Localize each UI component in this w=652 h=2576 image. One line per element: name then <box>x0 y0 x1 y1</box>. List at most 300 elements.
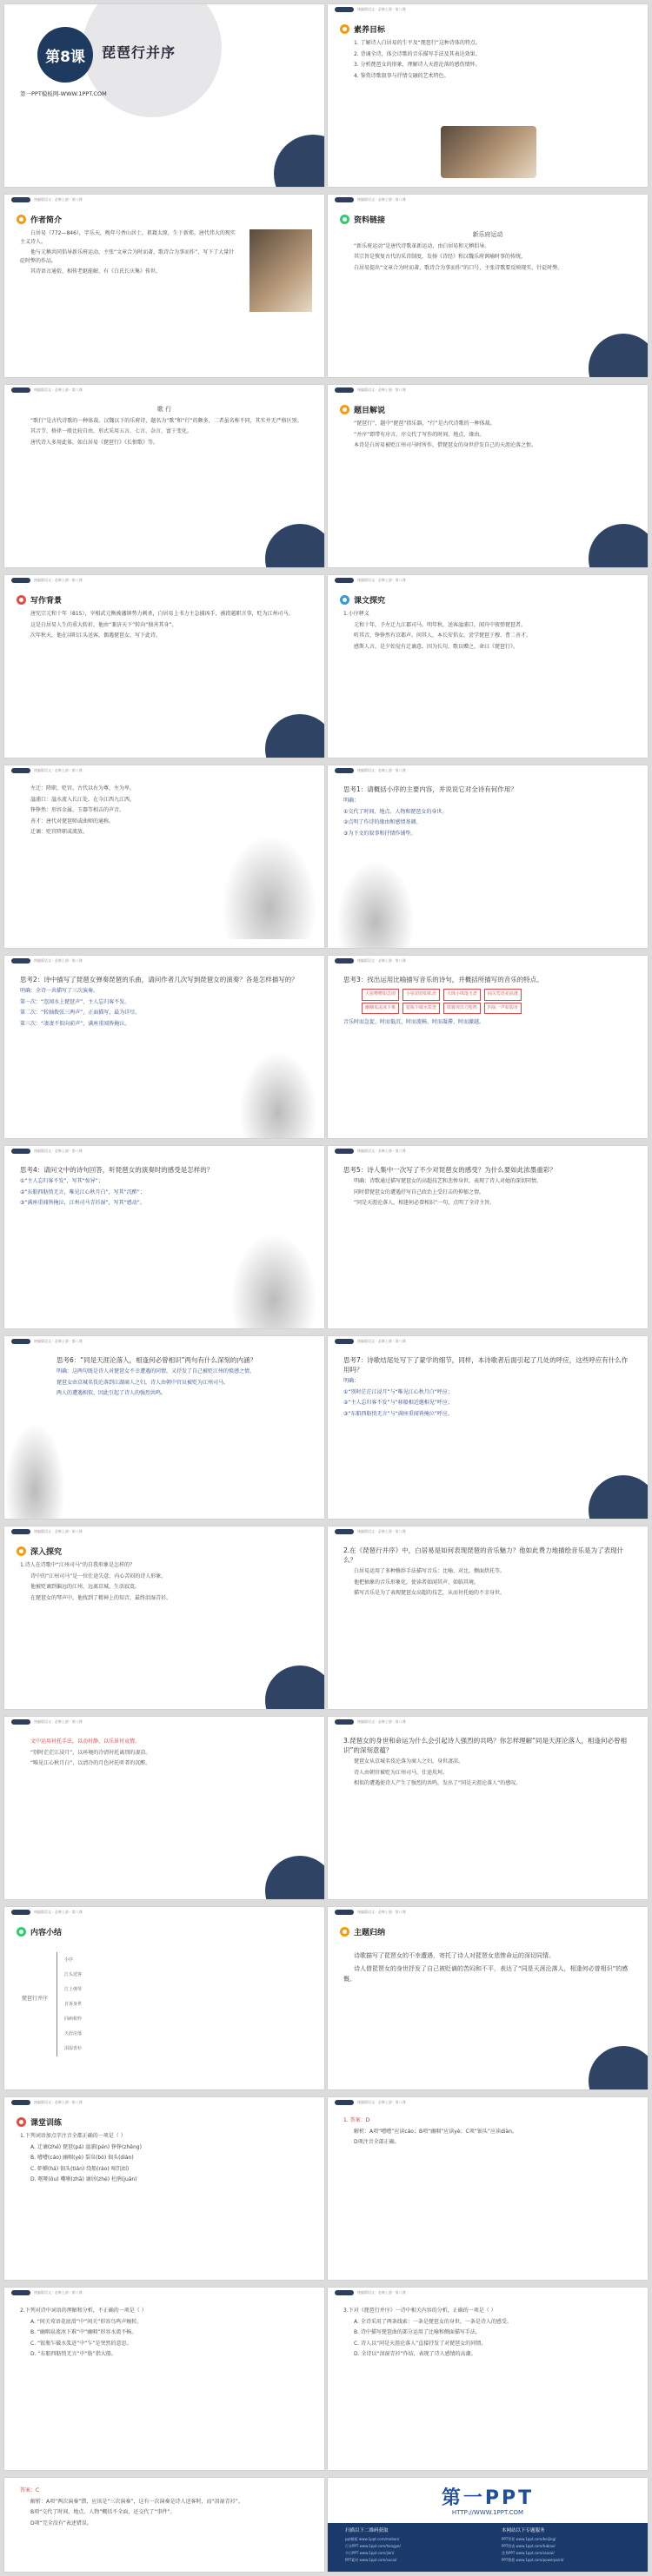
tree-node: 江头送客 <box>64 1972 83 1977</box>
question-text: 3.琵琶女的身世和命运为什么会引起诗人强烈的共鸣？你怎样理解“同是天涯沦落人，相逢何必曾相识”的深刻意蕴？ <box>343 1737 628 1754</box>
slide-topbar <box>4 385 324 395</box>
brand-panel <box>328 2523 648 2572</box>
brand-link[interactable]: 优秀PPT www.1ppt.com/xiazai/ <box>502 2551 555 2555</box>
slide-body <box>20 406 309 449</box>
slide-brand[interactable] <box>328 2478 648 2572</box>
tree-node: 泪湿青衫 <box>64 2046 83 2051</box>
topbar-pill <box>11 387 30 393</box>
text-line: “琵琶行”，题中“琵琶”指乐器，“行”是古代诗歌的一种体裁。 <box>354 421 496 427</box>
lesson-badge: 第8课 <box>37 27 93 83</box>
breadcrumb: 统编版语文 · 必修上册 · 第八课 <box>34 1339 83 1343</box>
text-line: 感斯人言，是夕始觉有迁谪意。因为长句，歌以赠之，命曰《琵琶行》。 <box>354 643 519 650</box>
tree-node: 自诉身世 <box>64 2002 83 2007</box>
ink-lotus-image <box>4 1423 65 1519</box>
answer-line: ③“满座重闻皆掩泣，江州司马青衫湿”，写其“感动”。 <box>20 1200 145 1206</box>
text-line: 诗人借琵琶女的身世抒发了自己被贬谪的苦闷和不平，表达了“同是天涯沦落人，相逢何必曾相识”的感慨。 <box>343 1965 629 1983</box>
breadcrumb: 统编版语文 · 必修上册 · 第八课 <box>34 958 83 963</box>
slide-topbar <box>4 575 324 586</box>
tree-node: 天涯沦落 <box>64 2031 83 2036</box>
topbar-pill <box>335 1719 354 1725</box>
breadcrumb: 统编版语文 · 必修上册 · 第八课 <box>357 1339 406 1343</box>
metaphor-chip: 四弦一声如裂帛 <box>484 1003 522 1015</box>
text-line: 这是白居易人生的重大转折，他由“兼济天下”转向“独善其身”。 <box>30 621 177 628</box>
tree-node: 同病相怜 <box>64 2016 83 2022</box>
text-line: 相似的遭遇使诗人产生了强烈的共鸣，发出了“同是天涯沦落人”的感叹。 <box>354 1780 522 1786</box>
slide-topbar <box>328 956 648 966</box>
topbar-pill <box>11 1529 30 1534</box>
slide-heading <box>17 1544 62 1558</box>
text-line: 4. 鉴赏诗歌叙事与抒情交融的艺术特色。 <box>354 72 449 79</box>
breadcrumb: 统编版语文 · 必修上册 · 第八课 <box>357 1910 406 1914</box>
slide-objectives[interactable] <box>328 4 648 187</box>
breadcrumb: 统编版语文 · 必修上册 · 第八课 <box>34 1149 83 1153</box>
list-icon <box>17 1927 26 1937</box>
slide-body <box>20 1165 309 1210</box>
topbar-pill <box>11 197 30 202</box>
slide-topbar <box>328 1717 648 1727</box>
metaphor-chip: 铁骑突出刀枪鸣 <box>443 1003 481 1015</box>
slide-title: 写作背景 <box>30 596 63 606</box>
answer-line: ③为下文的叙事和抒情作铺垫。 <box>343 830 416 837</box>
breadcrumb: 统编版语文 · 必修上册 · 第八课 <box>34 1719 83 1724</box>
metaphor-chip: 大珠小珠落玉盘 <box>443 989 481 1001</box>
topbar-pill <box>335 768 354 773</box>
brand-url[interactable]: HTTP://WWW.1PPT.COM <box>451 2509 524 2516</box>
topbar-pill <box>11 578 30 583</box>
answer-line: 明确： <box>343 1378 360 1384</box>
slide-deep-study-2[interactable] <box>328 1526 648 1709</box>
answer-line: ②“东船西舫悄无言，唯见江心秋月白”，写其“沉醉”； <box>20 1189 145 1195</box>
slide-topbar <box>4 1907 324 1917</box>
topbar-pill <box>335 2290 354 2295</box>
link-icon <box>340 215 349 224</box>
text-line: 迁谪：贬官降职或流放。 <box>30 829 89 835</box>
answer-line: 明确： <box>343 798 360 804</box>
slide-title: 题目解说 <box>354 406 386 415</box>
slide-question-3[interactable] <box>328 956 648 1138</box>
slide-background-link[interactable] <box>328 195 648 377</box>
text-line: 明确：诗歌通过描写琵琶女的高超技艺和悲惨身世，表现了诗人对她的深切同情。 <box>354 1178 542 1184</box>
brand-col-left: 扫描以下二维码获取 <box>345 2528 389 2533</box>
slide-body <box>343 2116 632 2149</box>
subheading: 新乐府运动 <box>472 231 503 238</box>
question-text: 2.在《琵琶行并序》中，白居易是如何表现琵琶的音乐魅力？他如此费力地描绘音乐是为了表现什么？ <box>343 1546 624 1564</box>
option-line[interactable]: C. “银瓶乍破水浆迸”中“乍”是突然的意思。 <box>30 2340 132 2347</box>
navy-circle-decoration <box>265 1856 324 1899</box>
text-line: 其宗旨是恢复古代的采诗制度，发扬《诗经》和汉魏乐府讽喻时事的传统。 <box>354 254 527 260</box>
answer-label: 答案：C <box>20 2487 40 2493</box>
answer-line: 第三次：“凄凄不似向前声”，满座重闻皆掩泣。 <box>20 1020 130 1027</box>
metaphor-chip: 银瓶乍破水浆迸 <box>403 1003 440 1015</box>
question-text: 思考2：诗中描写了琵琶女弹奏琵琶的乐曲，请问作者几次写到琵琶女的演奏？各是怎样描写的？ <box>20 976 298 983</box>
ink-lotus-image <box>222 835 317 939</box>
option-line[interactable]: D. “东船西舫悄无言”中“舫”指大船。 <box>30 2351 116 2357</box>
slide-topbar <box>328 2288 648 2298</box>
slide-topbar <box>328 765 648 776</box>
slide-question-5[interactable] <box>328 1146 648 1328</box>
tree-node: 江上弹琴 <box>64 1987 83 1992</box>
answer-line: 第二次：“转轴拨弦三两声”，正面描写，最为详尽。 <box>20 1010 141 1016</box>
text-line: 白居易运用了多种修辞手法描写音乐：比喻、对比、侧面烘托等。 <box>354 1568 506 1574</box>
text-line: 铮铮然：形容金属、玉器等相击的声音。 <box>30 807 125 813</box>
brand-logo: 第一PPT <box>441 2487 535 2509</box>
breadcrumb: 统编版语文 · 必修上册 · 第八课 <box>34 197 83 202</box>
metaphor-chip: 小弦切切如私语 <box>403 989 440 1001</box>
text-line: 琵琶女从京城名伎沦落为商人之妇，身世凄凉。 <box>354 1758 464 1765</box>
breadcrumb: 统编版语文 · 必修上册 · 第八课 <box>357 1529 406 1533</box>
slide-gexing[interactable] <box>4 385 324 567</box>
slide-body <box>20 2307 309 2361</box>
slide-title: 深入探究 <box>30 1547 63 1557</box>
topbar-pill <box>11 768 30 773</box>
slide-topbar <box>328 195 648 205</box>
metaphor-chip: 幽咽泉流冰下难 <box>362 1003 399 1015</box>
text-line: 次年秋天，他在浔阳江头送客，偶遇琵琶女，写下此诗。 <box>30 632 162 639</box>
breadcrumb: 统编版语文 · 必修上册 · 第八课 <box>34 768 83 772</box>
slide-body <box>343 1546 632 1600</box>
slide-heading <box>340 593 385 606</box>
answer-line: 明确：这两句既是诗人对琵琶女不幸遭遇的同情，又抒发了自己被贬江州的愤懑之情。 <box>57 1368 256 1374</box>
brand-link[interactable]: PPT教程 www.1ppt.com/powerpoint/ <box>502 2558 564 2562</box>
navy-circle-decoration <box>265 1665 324 1709</box>
breadcrumb: 统编版语文 · 必修上册 · 第八课 <box>357 1719 406 1724</box>
topbar-pill <box>335 1149 354 1154</box>
slide-topbar <box>328 1146 648 1156</box>
highlight-line: 文中运用衬托手法，以动衬静、以乐景衬哀情。 <box>30 1738 141 1745</box>
text-line: 描写音乐是为了表现琵琶女高超的技艺，从而衬托她的不幸身世。 <box>354 1590 506 1596</box>
breadcrumb: 统编版语文 · 必修上册 · 第八课 <box>357 958 406 963</box>
search-icon <box>340 595 349 605</box>
cover-slide[interactable] <box>4 4 324 187</box>
slide-exercise-3[interactable] <box>328 2288 648 2470</box>
breadcrumb: 统编版语文 · 必修上册 · 第八课 <box>357 7 406 11</box>
slide-exercise-2[interactable] <box>4 2288 324 2470</box>
text-line: 其音节、格律一般比较自由，形式采用五言、七言、杂言，富于变化。 <box>30 428 193 434</box>
breadcrumb: 统编版语文 · 必修上册 · 第八课 <box>34 578 83 582</box>
question-text: 2.下列对诗中词语的理解和分析，不正确的一项是（ ） <box>20 2308 147 2314</box>
option-line[interactable]: D. 全诗以“泪湿青衫”作结，表现了诗人感情的高潮。 <box>354 2351 476 2357</box>
subheading: 1.小序释义 <box>343 611 369 617</box>
brand-col-right: 本网站以下专题服务 <box>502 2528 545 2533</box>
slide-topbar <box>4 765 324 776</box>
slide-writing-background[interactable] <box>4 575 324 758</box>
slide-title: 素养目标 <box>354 25 386 35</box>
question-text: 思考5：诗人集中一次写了不少对琵琶女的感受？为什么要如此浓墨重彩？ <box>343 1166 556 1174</box>
slide-body <box>20 975 309 1030</box>
topbar-pill <box>335 1339 354 1344</box>
slide-topbar <box>328 1907 648 1917</box>
answer-line: 音乐时而急促、时而低沉、时而流畅、时而凝滞、时而激越。 <box>343 1019 485 1025</box>
slide-topbar <box>4 956 324 966</box>
text-line: 唐代诗人多用此体，如白居易《琵琶行》《长恨歌》等。 <box>30 439 159 446</box>
slide-topbar <box>4 1717 324 1727</box>
ink-lotus-image <box>230 1233 317 1328</box>
slide-body <box>20 1561 309 1605</box>
navy-circle-decoration <box>274 135 324 187</box>
topbar-pill <box>11 2100 30 2105</box>
ink-lotus-image <box>336 861 415 948</box>
slide-topbar <box>4 1146 324 1156</box>
slide-question-7[interactable] <box>328 1336 648 1519</box>
slide-heading <box>340 22 385 36</box>
topbar-pill <box>11 1149 30 1154</box>
text-line: 诗人由朝官被贬为江州司马，仕途坎坷。 <box>354 1769 449 1776</box>
slide-body <box>57 1355 309 1401</box>
pencil-icon <box>17 2117 26 2127</box>
text-line: 解析：A项“两次演奏”错，应该是“三次演奏”，这有一次演奏是诗人送客时，而“泪湿青衫”。 <box>30 2498 243 2505</box>
topbar-pill <box>335 958 354 964</box>
content-tree <box>57 1952 275 2056</box>
topbar-pill <box>11 958 30 964</box>
text-line: “歌行”是古代诗歌的一种体裁。汉魏以下的乐府诗，题名为“歌”和“行”的颇多，二者虽名称不同，其实并无严格区别。 <box>30 417 303 424</box>
slide-title-explain[interactable] <box>328 385 648 567</box>
text-line: 白居易提出“文章合为时而著，歌诗合为事而作”的口号，主张诗歌要反映现实、针砭时弊。 <box>354 264 563 271</box>
brand-link[interactable]: PPT素材 www.1ppt.com/sucai/ <box>345 2558 397 2562</box>
slide-body <box>20 1738 309 1771</box>
slide-contrast-technique[interactable] <box>4 1717 324 1899</box>
option-line[interactable]: A. 迁谪(zhé) 琵琶(pá) 湓浦(pén) 铮铮(zhēng) <box>30 2143 142 2150</box>
topbar-pill <box>335 2100 354 2105</box>
text-line: “新乐府运动”是唐代诗歌革新运动，由白居易和元稹倡导。 <box>354 242 490 249</box>
text-line: 1. 了解诗人白居易的生平及“琵琶行”这种诗体的特点。 <box>354 40 481 46</box>
breadcrumb: 统编版语文 · 必修上册 · 第八课 <box>34 387 83 392</box>
book-icon <box>340 405 349 414</box>
slide-heading <box>17 1924 62 1938</box>
text-line: 元和十年，予左迁九江郡司马。明年秋，送客湓浦口，闻舟中夜弹琵琶者。 <box>354 621 527 628</box>
star-icon <box>340 1927 349 1937</box>
slide-title: 主题归纳 <box>354 1928 386 1937</box>
slide-topbar <box>328 575 648 586</box>
slide-question-2[interactable] <box>4 956 324 1138</box>
text-line: 诗中的“江州司马”是一位仕途失意、内心苦闷的诗人形象。 <box>30 1573 167 1579</box>
text-line: 唐宪宗元和十年（815），宰相武元衡被藩镇势力刺杀，白居易上书力主急捕凶手，被指越职言事，贬为江州司马。 <box>30 611 294 617</box>
answer-line: 第一次：“忽闻水上琵琶声”，主人忘归客不发。 <box>20 998 130 1005</box>
cover-url: 第一PPT模板网-WWW.1PPT.COM <box>20 90 107 97</box>
text-line: 他与元稹共同倡导新乐府运动，主张“文章合为时而著，歌诗合为事而作”，写下了大量针砭时弊的作品。 <box>20 249 235 264</box>
option-line[interactable]: A. 全诗采用了两条线索：一条是琵琶女的身世，一条是诗人的感受。 <box>354 2318 512 2325</box>
breadcrumb: 统编版语文 · 必修上册 · 第八课 <box>357 1149 406 1153</box>
answer-line: 两人的遭遇相似，因此引起了诗人的强烈共鸣。 <box>57 1390 167 1396</box>
slide-title: 内容小结 <box>30 1928 63 1937</box>
slide-body <box>343 231 632 275</box>
question-text: 思考1：请概括小序的主要内容，并说说它对全诗有何作用？ <box>343 785 517 793</box>
brand-link[interactable]: ppt模板 www.1ppt.com/moban/ <box>345 2537 400 2541</box>
slide-title: 课堂训练 <box>30 2118 63 2128</box>
text-line: 同时借琵琶女的遭遇抒写自己政治上受打击的抑郁之情。 <box>354 1189 485 1195</box>
answer-line: 明确：全诗一共描写了三次演奏。 <box>20 988 99 994</box>
slide-topbar <box>328 4 648 15</box>
option-line[interactable]: A. “间关莺语花底滑”中“间关”形容鸟鸣声婉转。 <box>30 2318 143 2325</box>
slide-topbar <box>4 2097 324 2108</box>
slide-heading <box>340 212 385 226</box>
breadcrumb: 统编版语文 · 必修上册 · 第八课 <box>34 1910 83 1914</box>
ink-lotus-image <box>239 1051 317 1138</box>
breadcrumb: 统编版语文 · 必修上册 · 第八课 <box>34 1529 83 1533</box>
slide-answer-3[interactable] <box>4 2478 324 2572</box>
answer-line: ①“主人忘归客不发”，写其“惊异”； <box>20 1178 103 1184</box>
option-line[interactable]: B. 嘈嘈(cáo) 幽咽(yè) 裂帛(bó) 钿头(diàn) <box>30 2155 134 2161</box>
navy-circle-decoration <box>265 714 324 758</box>
brand-link[interactable]: PPT图表 www.1ppt.com/tubiao/ <box>502 2544 556 2548</box>
question-text: 思考3：找出运用比喻描写音乐的诗句，并概括所描写的音乐的特点。 <box>343 976 543 983</box>
breadcrumb: 统编版语文 · 必修上册 · 第八课 <box>357 2290 406 2295</box>
text-line: 本诗是白居易被贬江州司马时所作，借琵琶女的身世抒发自己的天涯沦落之恨。 <box>354 442 537 448</box>
navy-circle-decoration <box>589 1475 648 1519</box>
text-line: “并序”即带有序言。序交代了写作的时间、地点、缘由。 <box>354 431 485 438</box>
slide-topbar <box>4 1336 324 1347</box>
metaphor-chip: 间关莺语花底滑 <box>484 989 522 1001</box>
breadcrumb: 统编版语文 · 必修上册 · 第八课 <box>357 197 406 202</box>
slide-body <box>20 2132 309 2187</box>
topbar-pill <box>11 2290 30 2295</box>
slide-body <box>343 1355 632 1420</box>
subheading: 歌 行 <box>156 406 172 413</box>
tree-root: 琵琶行并序 <box>22 1996 49 2002</box>
navy-circle-decoration <box>589 2046 648 2089</box>
slide-exercise-1[interactable] <box>4 2097 324 2280</box>
option-line[interactable]: B. 诗中描写琵琶曲的部分运用了比喻和侧面描写手法。 <box>354 2329 481 2335</box>
slide-heading <box>17 212 62 226</box>
slide-body <box>343 610 632 653</box>
topbar-pill <box>335 197 354 202</box>
subheading: 1.诗人在诗歌中“江州司马”的自我形象是怎样的？ <box>20 1562 135 1568</box>
brand-link[interactable]: 行业PPT www.1ppt.com/hangye/ <box>345 2544 401 2548</box>
slide-body <box>20 610 309 643</box>
text-line: B项“交代了时间、地点、人物”概括不全面，还交代了“事件”。 <box>30 2509 176 2515</box>
slide-body <box>20 229 237 279</box>
answer-line: 琵琶女由京城名伎沦落到江湖商人之妇，诗人由朝中官员被贬为江州司马。 <box>57 1379 230 1386</box>
slide-body <box>343 1950 632 1987</box>
text-line: “唯见江心秋月白”，以清冷的月色衬托听者的沉醉。 <box>30 1760 151 1766</box>
breadcrumb: 统编版语文 · 必修上册 · 第八课 <box>357 2100 406 2104</box>
question-text: 3.下对《琵琶行并序》一诗中相关内容的分析，正确的一项是（ ） <box>343 2308 496 2314</box>
answer-line: ②点明了作诗的缘由和感情基调。 <box>343 819 422 825</box>
answer-line: ③“东船西舫悄无言”与“满座重闻皆掩泣”呼应。 <box>343 1410 453 1417</box>
breadcrumb: 统编版语文 · 必修上册 · 第八课 <box>357 578 406 582</box>
lightbulb-icon <box>17 1546 26 1556</box>
option-line[interactable]: D. 呕哑(ōu) 嘲哳(zhā) 谪居(zhé) 杜鹃(juān) <box>30 2176 137 2182</box>
brand-link[interactable]: 节日PPT www.1ppt.com/jieri/ <box>345 2551 395 2555</box>
text-line: 善才：唐代对琵琶师或曲师的通称。 <box>30 818 115 824</box>
topbar-pill <box>335 1910 354 1915</box>
slide-body <box>20 785 229 839</box>
text-line: 左迁：降职，贬官。古代以右为尊，左为卑。 <box>30 785 136 791</box>
slide-theme[interactable] <box>328 1907 648 2089</box>
text-line: 诗歌描写了琵琶女的不幸遭遇，寄托了诗人对琵琶女悲惨命运的深切同情。 <box>354 1952 555 1959</box>
question-text: 思考6：“同是天涯沦落人，相逢何必曾相识”两句有什么深刻的内涵？ <box>57 1356 257 1364</box>
navy-circle-decoration <box>589 524 648 567</box>
slide-question-1[interactable] <box>328 765 648 948</box>
slide-annotations[interactable] <box>4 765 324 948</box>
breadcrumb: 统编版语文 · 必修上册 · 第八课 <box>34 2100 83 2104</box>
text-line: 他被贬谪到偏远的江州，远离京城，生活寂寞。 <box>30 1584 141 1590</box>
text-line: 白居易（772—846），字乐天，晚年号香山居士，祖籍太原，生于新郑。唐代伟大的现实主义诗人。 <box>20 230 236 245</box>
slide-heading <box>17 593 62 606</box>
topbar-pill <box>335 1529 354 1534</box>
slide-topbar <box>4 1526 324 1537</box>
question-text: 1.下列词语加点字注音全都正确的一项是（ ） <box>20 2133 126 2139</box>
slide-topbar <box>328 1526 648 1537</box>
metaphor-chip: 大弦嘈嘈如急雨 <box>362 989 399 1001</box>
breadcrumb: 统编版语文 · 必修上册 · 第八课 <box>34 2290 83 2295</box>
text-line: D项“完全没有”表述错误。 <box>30 2520 92 2526</box>
breadcrumb: 统编版语文 · 必修上册 · 第八课 <box>357 387 406 392</box>
slide-body <box>20 2487 309 2530</box>
target-icon <box>340 24 349 34</box>
slide-body <box>343 785 632 840</box>
slide-title: 课文探究 <box>354 596 386 606</box>
slide-title: 资料链接 <box>354 215 386 225</box>
painting-image <box>441 126 536 178</box>
slide-topbar <box>328 1336 648 1347</box>
slide-body <box>343 975 632 1030</box>
slide-topbar <box>328 2097 648 2108</box>
brand-link[interactable]: PPT背景 www.1ppt.com/beijing/ <box>502 2537 556 2541</box>
slide-deep-study[interactable] <box>4 1526 324 1709</box>
slide-topbar <box>4 2288 324 2298</box>
slide-body <box>343 1165 632 1210</box>
topbar-pill <box>335 7 354 12</box>
text-line: 3. 分析琵琶女的形象，理解诗人天涯沦落的感伤情怀。 <box>354 62 481 68</box>
navy-circle-decoration <box>265 524 324 567</box>
text-line: 在琵琶女的琴声中，他找到了精神上的知音，最终泪湿青衫。 <box>30 1594 172 1601</box>
slide-heading <box>340 1924 385 1938</box>
text-line: 其诗语言通俗，相传老妪能解，有《白氏长庆集》传世。 <box>30 268 162 275</box>
text-line: “同是天涯沦落人，相逢何必曾相识”一句，点明了全诗主旨。 <box>354 1200 496 1206</box>
slide-topbar <box>328 385 648 395</box>
portrait-image <box>249 229 312 312</box>
slide-body <box>343 39 632 83</box>
topbar-pill <box>335 387 354 393</box>
slide-question-4[interactable] <box>4 1146 324 1328</box>
answer-line: ②“主人忘归客不发”与“移船相近邀相见”呼应； <box>343 1400 453 1406</box>
cover-title: 琵琶行并序 <box>102 44 176 61</box>
slide-answer-1[interactable] <box>328 2097 648 2280</box>
slide-title: 作者简介 <box>30 215 63 225</box>
slide-text-study[interactable] <box>328 575 648 758</box>
text-line: 2. 背诵全诗，体会诗歌的音乐描写手法及其表达效果。 <box>354 50 481 57</box>
topbar-pill <box>335 578 354 583</box>
answer-line: ①“别时茫茫江浸月”与“唯见江心秋月白”呼应； <box>343 1388 453 1395</box>
text-line: 湓浦口：湓水流入长江处，在今江西九江西。 <box>30 796 136 803</box>
topbar-pill <box>11 1339 30 1344</box>
topbar-pill <box>11 1719 30 1725</box>
question-text: 思考4：请问文中的诗句回答，听琵琶女的演奏时的感受是怎样的？ <box>20 1166 214 1174</box>
text-line: 他把抽象的音乐形象化，使读者如闻其声、如临其境。 <box>354 1579 480 1586</box>
option-line[interactable]: B. “幽咽泉流冰下难”中“幽咽”形容水流不畅。 <box>30 2329 137 2335</box>
slide-summary[interactable] <box>4 1907 324 2089</box>
slide-heading <box>17 2115 62 2129</box>
slide-heading <box>340 402 385 416</box>
option-line[interactable]: C. 诗人以“同是天涯沦落人”直接抒发了对琵琶女的同情。 <box>354 2340 487 2347</box>
metaphor-chips <box>361 988 552 1015</box>
slide-topbar <box>4 195 324 205</box>
text-line: 听其音，铮铮然有京都声。问其人，本长安倡女，尝学琵琶于穆、曹二善才。 <box>354 632 532 639</box>
answer-line: ①交代了时间、地点、人物和琵琶女的身世。 <box>343 808 448 815</box>
text-line: “别时茫茫江浸月”，以环境的冷清衬托离别的凄凉。 <box>30 1749 151 1756</box>
text-line: 解析：A项“嘈嘈”应读cáo；B项“幽咽”应读yè；C项“钿头”应读diàn。 <box>354 2128 517 2135</box>
topbar-pill <box>11 1910 30 1915</box>
option-line[interactable]: C. 虾蟆(há) 钿头(tián) 绕船(rào) 啼饥(tí) <box>30 2165 130 2172</box>
pen-icon <box>17 595 26 605</box>
slide-body <box>343 420 632 453</box>
slide-body <box>343 1736 632 1791</box>
navy-circle-decoration <box>589 334 648 377</box>
slide-deep-study-3[interactable] <box>328 1717 648 1899</box>
slide-author[interactable] <box>4 195 324 377</box>
slide-question-6[interactable] <box>4 1336 324 1519</box>
text-line: D项注音全部正确。 <box>354 2139 400 2145</box>
